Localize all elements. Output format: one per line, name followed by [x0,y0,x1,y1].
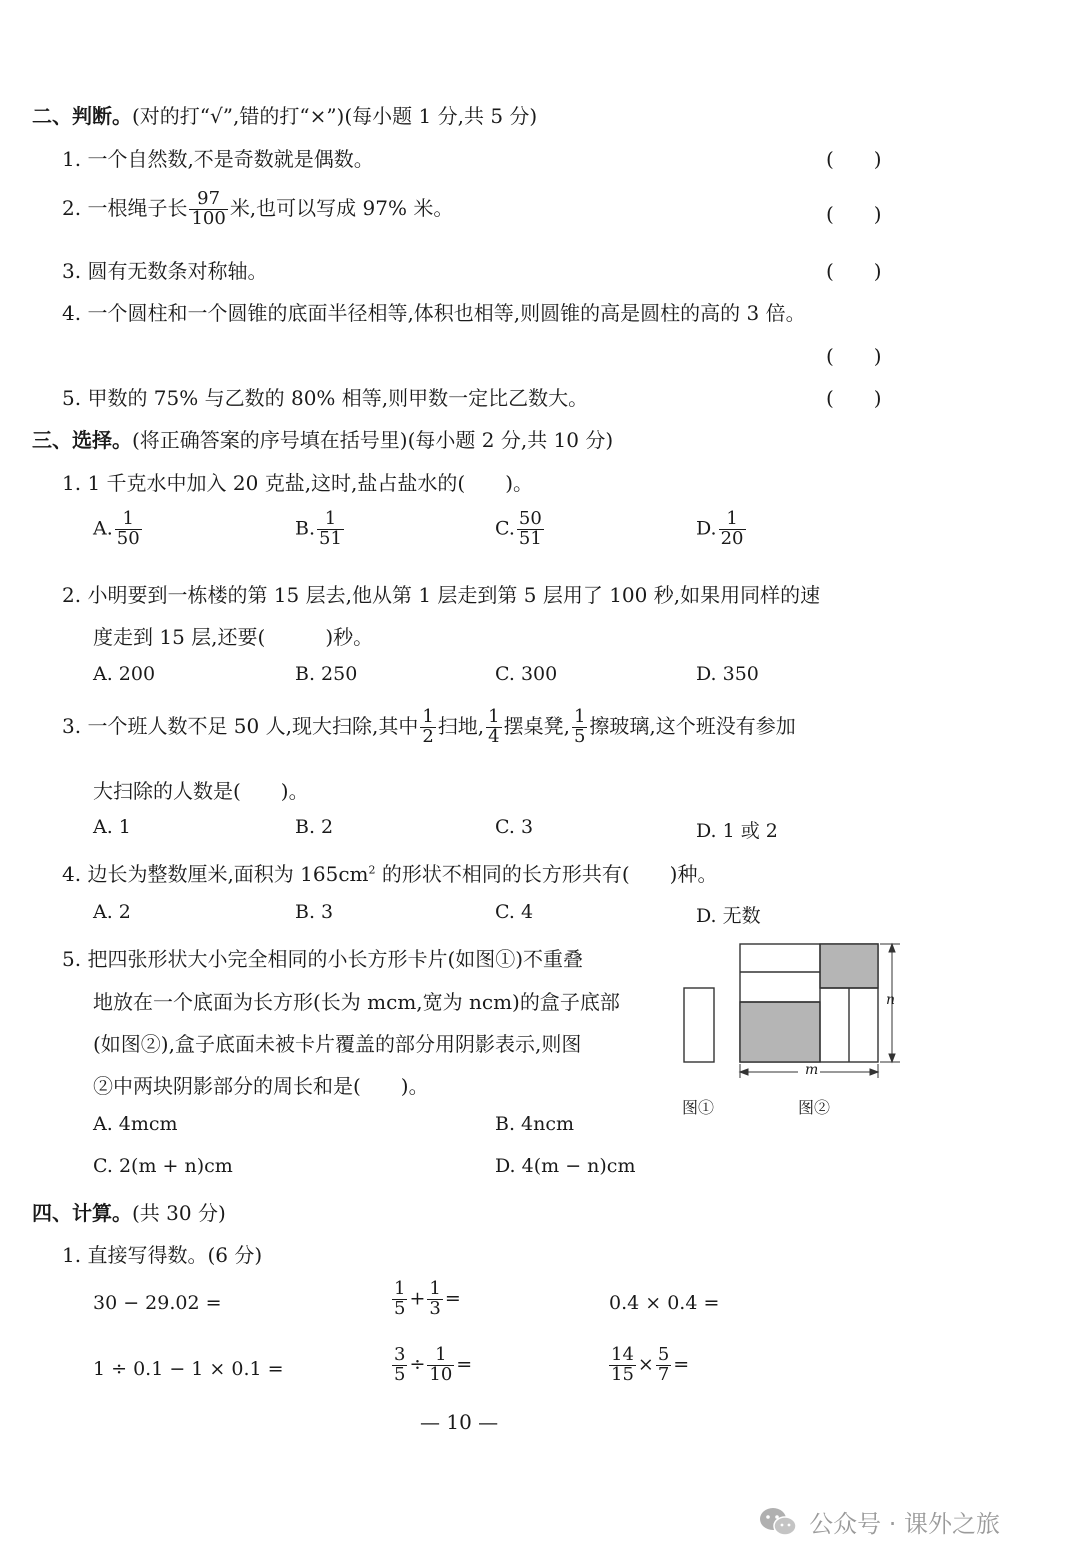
judge-item-4: 4. 一个圆柱和一个圆锥的底面半径相等,体积也相等,则圆锥的高是圆柱的高的 3 倍。 [62,301,806,325]
q5-figures [680,940,905,1090]
section2-header: 二、判断。(对的打“√”,错的打“×”)(每小题 1 分,共 5 分) [32,104,538,128]
q4-option-b[interactable]: B. 3 [295,901,334,923]
q5-option-d[interactable]: D. 4(m − n)cm [495,1155,636,1177]
calc-expr-5: $\frac{3}{5}$ ÷ $\frac{1}{10}$ = [394,1344,473,1385]
choice-q1: 1. 1 千克水中加入 20 克盐,这时,盐占盐水的( )。 [62,471,534,495]
choice-q2: 2. 小明要到一栋楼的第 15 层去,他从第 1 层走到第 5 层用了 100 秒,如果用同样的速 [62,583,821,607]
answer-paren-1[interactable]: ( ) [826,147,882,171]
wechat-watermark: 公众号 · 课外之旅 [758,1504,1000,1539]
q4-option-a[interactable]: A. 2 [93,901,131,923]
calc-sub1: 1. 直接写得数。(6 分) [62,1243,263,1267]
q5-option-b[interactable]: B. 4ncm [495,1113,575,1135]
dim-m-label: m [805,1062,819,1078]
q3-option-c[interactable]: C. 3 [495,816,534,838]
q2-option-b[interactable]: B. 250 [295,663,358,685]
q1-option-a[interactable]: A. $\frac{1}{50}$ [93,508,140,549]
q2-option-a[interactable]: A. 200 [93,663,156,685]
section4-header: 四、计算。(共 30 分) [32,1201,226,1225]
fraction: $\frac{97}{100}$ [191,188,226,229]
calc-expr-1: 30 − 29.02 = [93,1292,222,1314]
q5-option-c[interactable]: C. 2(m + n)cm [93,1155,233,1177]
q4-option-c[interactable]: C. 4 [495,901,534,923]
choice-q2-line2: 度走到 15 层,还要( )秒。 [93,625,374,649]
judge-item-5: 5. 甲数的 75% 与乙数的 80% 相等,则甲数一定比乙数大。 [62,386,589,410]
q2-option-c[interactable]: C. 300 [495,663,558,685]
q4-option-d[interactable]: D. 无数 [696,905,761,927]
answer-paren-2[interactable]: ( ) [826,202,882,226]
choice-q5-line2: 地放在一个底面为长方形(长为 mcm,宽为 ncm)的盒子底部 [93,990,620,1014]
calc-expr-6: $\frac{14}{15}$ × $\frac{5}{7}$ = [611,1344,690,1385]
judge-item-3: 3. 圆有无数条对称轴。 [62,259,268,283]
q3-option-a[interactable]: A. 1 [93,816,131,838]
figure-1-label: 图① [682,1098,715,1117]
choice-q5: 5. 把四张形状大小完全相同的小长方形卡片(如图①)不重叠 [62,947,584,971]
calc-expr-4: 1 ÷ 0.1 − 1 × 0.1 = [93,1358,284,1380]
choice-q3: 3. 一个班人数不足 50 人,现大扫除,其中 $\frac{1}{2}$ 扫地, $\frac{1}{4}$ 摆桌凳, $\frac{1}{5}$ 擦玻璃,这个班没有参加 [62,706,796,747]
figure-2-label: 图② [798,1098,831,1117]
answer-paren-5[interactable]: ( ) [826,386,882,410]
figure-2-box [740,944,878,1062]
calc-expr-3: 0.4 × 0.4 = [609,1292,720,1314]
q3-option-b[interactable]: B. 2 [295,816,334,838]
q1-option-b[interactable]: B. $\frac{1}{51}$ [295,508,342,549]
wechat-icon [758,1505,798,1539]
calc-expr-2: $\frac{1}{5}$ + $\frac{1}{3}$ = [394,1278,461,1319]
q3-option-d[interactable]: D. 1 或 2 [696,820,778,842]
answer-paren-4[interactable]: ( ) [826,344,882,368]
q1-option-c[interactable]: C. $\frac{50}{51}$ [495,508,542,549]
judge-item-2: 2. 一根绳子长 $\frac{97}{100}$ 米,也可以写成 97% 米。 [62,188,454,229]
section3-header: 三、选择。(将正确答案的序号填在括号里)(每小题 2 分,共 10 分) [32,428,614,452]
q5-option-a[interactable]: A. 4mcm [93,1113,178,1135]
choice-q4: 4. 边长为整数厘米,面积为 $165cm^2$ 的形状不相同的长方形共有( )种。 [62,862,718,886]
answer-paren-3[interactable]: ( ) [826,259,882,283]
judge-item-1: 1. 一个自然数,不是奇数就是偶数。 [62,147,374,171]
choice-q5-line4: ②中两块阴影部分的周长和是( )。 [93,1074,429,1098]
choice-q3-line2: 大扫除的人数是( )。 [93,779,309,803]
dim-n-label: n [886,992,896,1008]
choice-q5-line3: (如图②),盒子底面未被卡片覆盖的部分用阴影表示,则图 [93,1032,582,1056]
q1-option-d[interactable]: D. $\frac{1}{20}$ [696,508,744,549]
figure-1-card [684,988,714,1062]
q2-option-d[interactable]: D. 350 [696,663,759,685]
page-number: — 10 — [420,1410,499,1434]
